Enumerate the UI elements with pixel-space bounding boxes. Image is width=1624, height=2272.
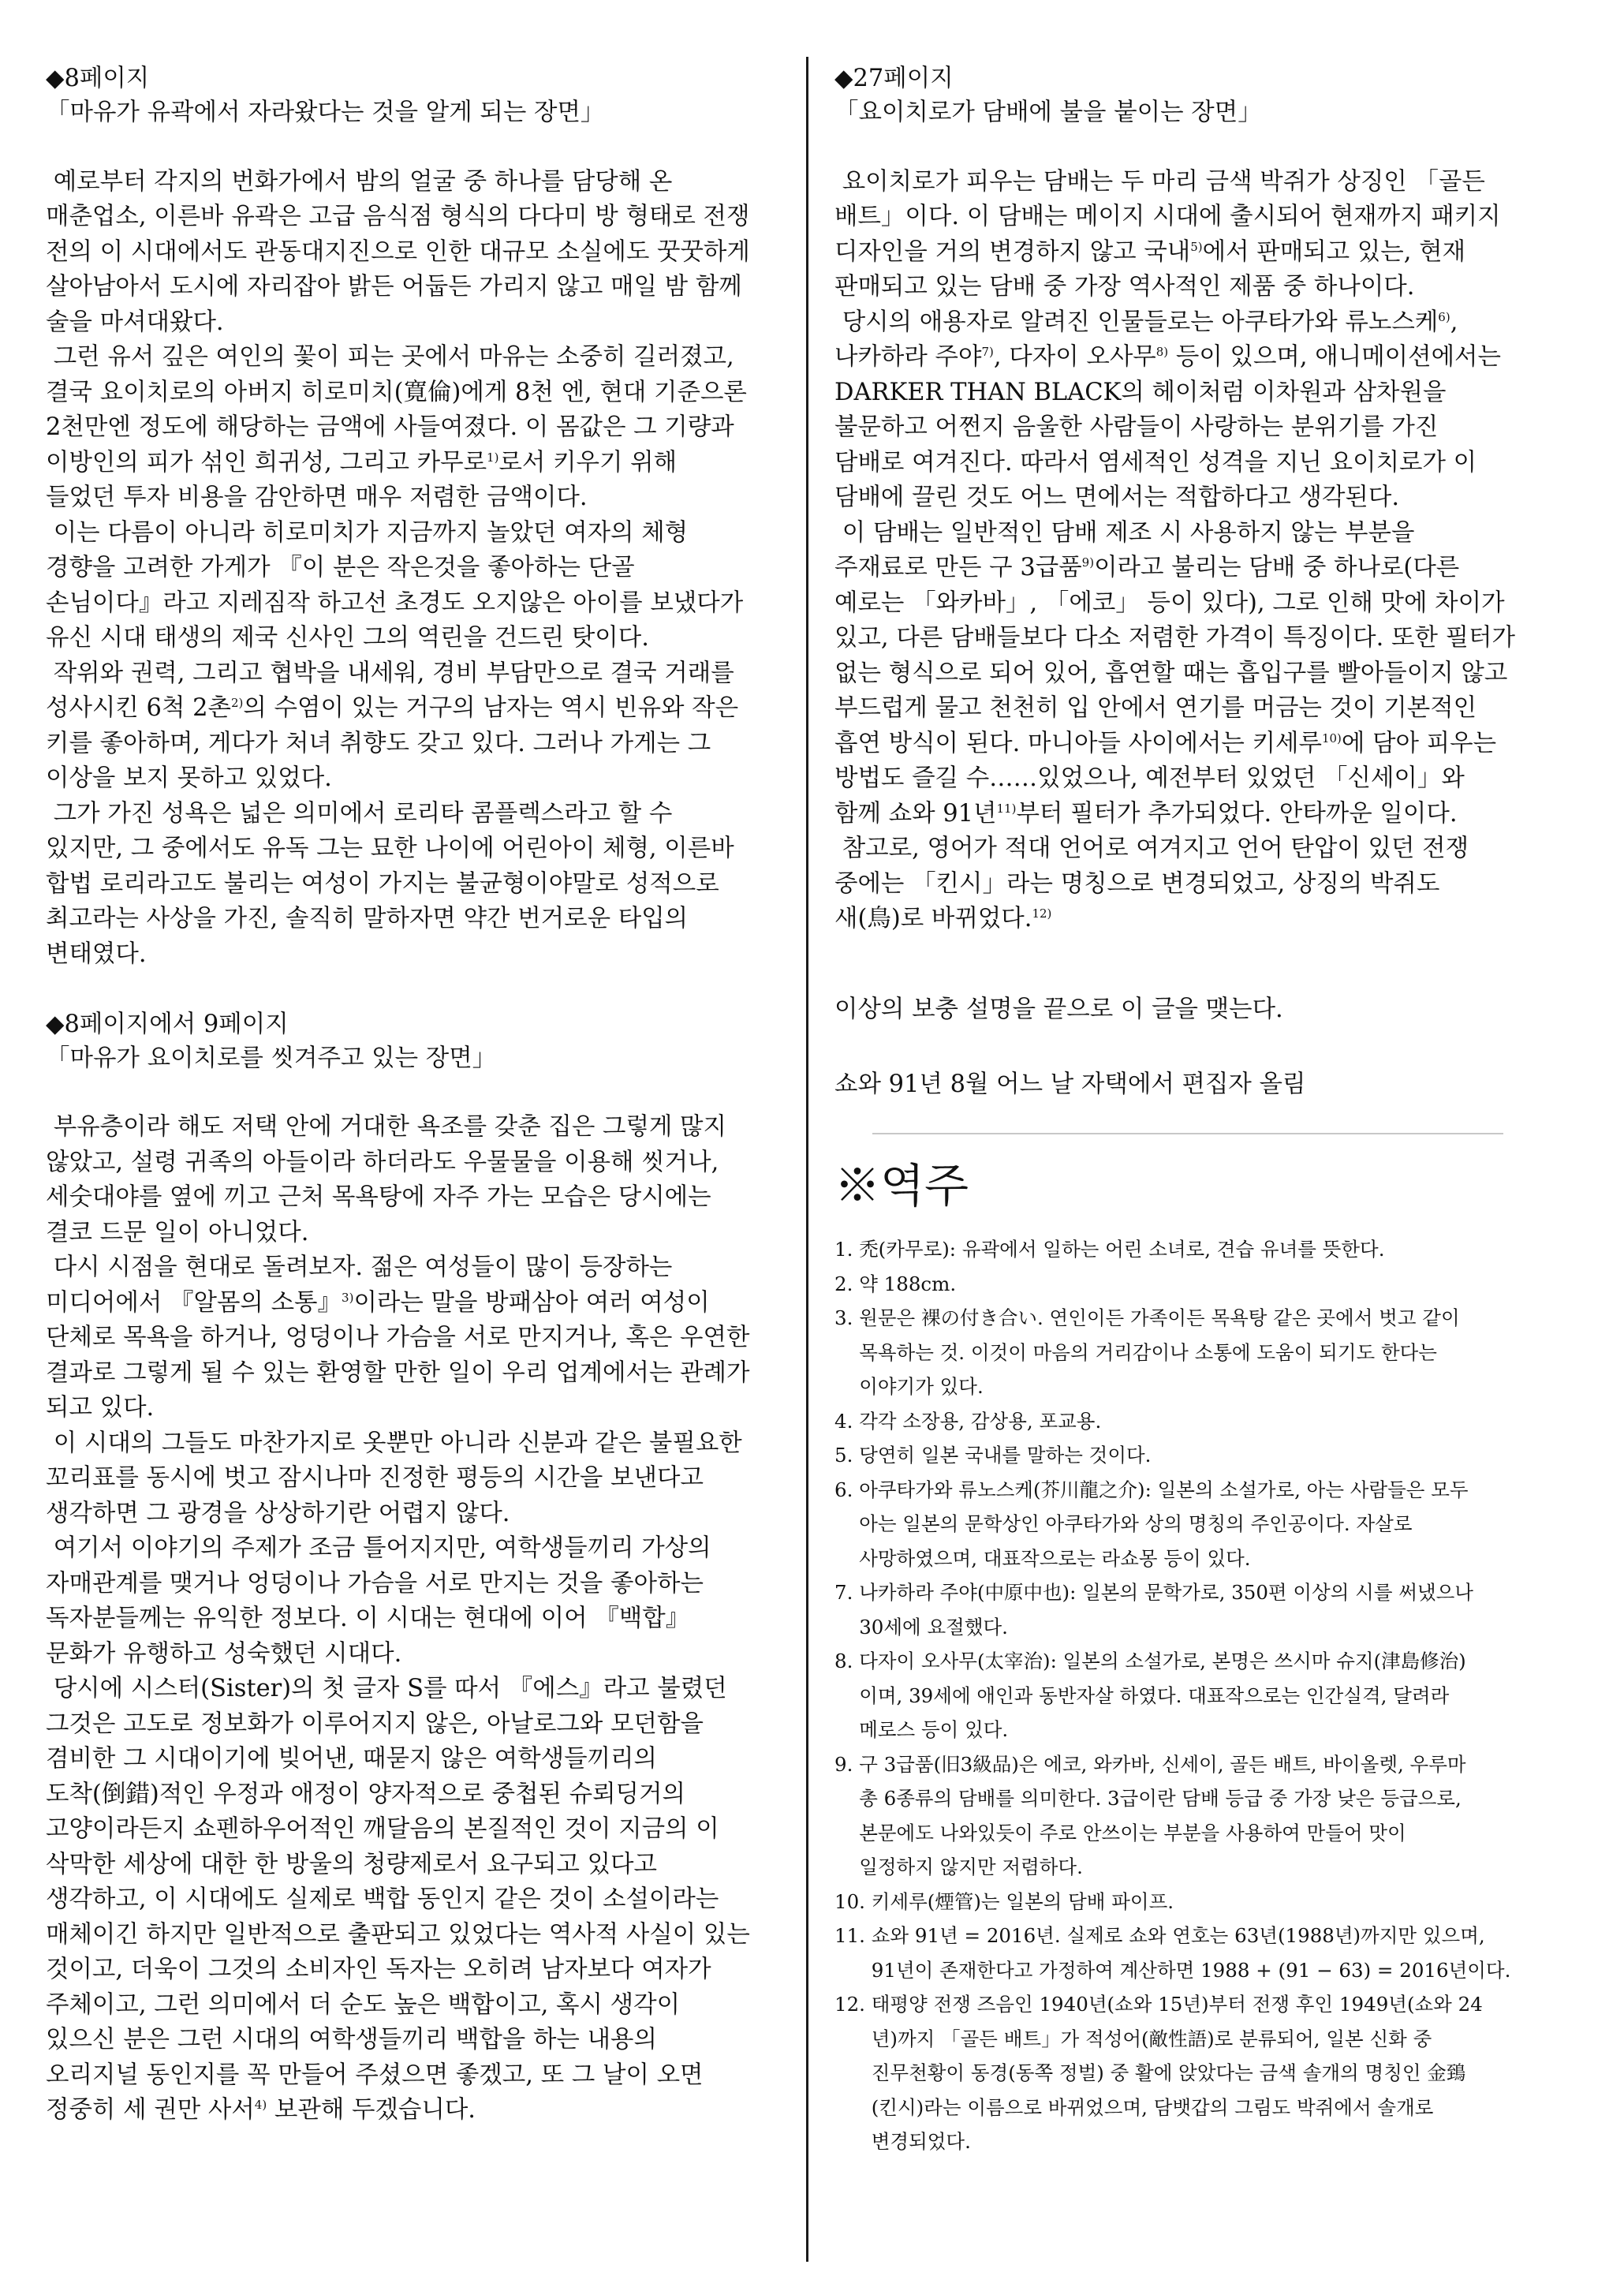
section-caption: 「마유가 유곽에서 자라왔다는 것을 알게 되는 장면」 <box>46 99 605 126</box>
text-line: 2천만엔 정도에 해당하는 금액에 사들여졌다. 이 몸값은 그 기량과 <box>46 413 734 441</box>
footnote-number: 5. <box>834 1444 853 1467</box>
footnote-number: 2. <box>834 1272 853 1295</box>
text-line: 되고 있다. <box>46 1394 155 1422</box>
text-line: 새(鳥)로 바뀌었다.$^{12)}$ <box>834 905 1052 932</box>
footnote-ref[interactable]: 9) <box>1081 555 1095 570</box>
text-line: 부드럽게 물고 천천히 입 안에서 연기를 머금는 것이 기본적인 <box>834 694 1477 722</box>
footnote-text-line: 아는 일본의 문학상인 아쿠타가와 상의 명칭의 주인공이다. 자살로 <box>859 1512 1413 1535</box>
text-line: 생각하고, 이 시대에도 실제로 백합 동인지 같은 것이 소설이라는 <box>46 1885 719 1913</box>
footnote-number: 11. <box>834 1924 865 1947</box>
footnote-item <box>834 1885 1588 1919</box>
paragraph <box>46 516 793 656</box>
footnote-item <box>834 1232 1588 1267</box>
paragraph <box>46 1110 793 1250</box>
text-line: 부유층이라 해도 저택 안에 거대한 욕조를 갖춘 집은 그렇게 많지 <box>46 1113 726 1141</box>
text-line: 없는 형식으로 되어 있어, 흡연할 때는 흡입구를 빨아들이지 않고 <box>834 659 1508 687</box>
footnote-text-line: 메로스 등이 있다. <box>859 1718 1009 1741</box>
text-line: 합법 로리라고도 불리는 여성이 가지는 불균형이야말로 성적으로 <box>46 869 719 898</box>
text-line: 주재료로 만든 구 3급품$^{9)}$이라고 불리는 담배 중 하나로(다른 <box>834 554 1460 581</box>
text-line: 그런 유서 깊은 여인의 꽃이 피는 곳에서 마유는 소중히 길러졌고, <box>46 343 734 371</box>
section-marker: ◆27페이지 <box>834 65 954 92</box>
footnote-text-line: 이야기가 있다. <box>859 1375 984 1398</box>
paragraph <box>834 831 1588 937</box>
footnote-item <box>834 1575 1588 1644</box>
footnote-text-line: 키세루(煙管)는 일본의 담배 파이프. <box>871 1889 1174 1913</box>
text-line: 전의 이 시대에서도 관동대지진으로 인한 대규모 소실에도 꿋꿋하게 <box>46 237 750 266</box>
section-caption: 「요이치로가 담배에 불을 붙이는 장면」 <box>834 99 1262 126</box>
footnote-number: 1. <box>834 1238 853 1261</box>
text-line: 당시에 시스터(Sister)의 첫 글자 S를 따서 『에스』라고 불렸던 <box>46 1675 727 1702</box>
signature-line: 쇼와 91년 8월 어느 날 자택에서 편집자 올림 <box>834 1071 1306 1098</box>
footnote-text-line: 총 6종류의 담배를 의미한다. 3급이란 담배 등급 중 가장 낮은 등급으로, <box>859 1787 1462 1810</box>
text-line: 나카하라 주야$^{7)}$, 다자이 오사무$^{8)}$ 등이 있으며, 애니메이션에서는 <box>834 343 1501 371</box>
footnote-item <box>834 1301 1588 1404</box>
paragraph <box>46 1531 793 1672</box>
footnote-item <box>834 1473 1588 1576</box>
text-line: 그가 가진 성욕은 넓은 의미에서 로리타 콤플렉스라고 할 수 <box>46 799 673 828</box>
footnote-ref[interactable]: 4) <box>254 2097 267 2112</box>
paragraph <box>46 340 793 516</box>
footnote-list <box>834 1232 1588 2159</box>
paragraph <box>46 165 793 341</box>
footnote-item <box>834 1267 1588 1302</box>
footnote-item <box>834 1644 1588 1747</box>
text-line: 손님이다』라고 지레짐작 하고선 초경도 오지않은 아이를 보냈다가 <box>46 589 744 617</box>
footnote-number: 3. <box>834 1306 853 1329</box>
text-line: 결국 요이치로의 아버지 히로미치(寛倫)에게 8천 엔, 현대 기준으론 <box>46 378 747 406</box>
footnote-text-line: (킨시)라는 이름으로 바뀌었으며, 담뱃갑의 그림도 박쥐에서 솔개로 <box>871 2095 1434 2119</box>
text-line: 생각하면 그 광경을 상상하기란 어렵지 않다. <box>46 1499 510 1527</box>
footnote-text-line: 禿(카무로): 유곽에서 일하는 어린 소녀로, 견습 유녀를 뜻한다. <box>859 1238 1385 1261</box>
footnote-ref[interactable]: 6) <box>1438 309 1450 324</box>
text-line: 있지만, 그 중에서도 유독 그는 묘한 나이에 어린아이 체형, 이른바 <box>46 835 734 862</box>
notes-title: ※역주 <box>834 1159 969 1213</box>
text-line: 담배로 여겨진다. 따라서 염세적인 성격을 지닌 요이치로가 이 <box>834 448 1477 476</box>
text-line: 오리지널 동인지를 꼭 만들어 주셨으면 좋겠고, 또 그 날이 오면 <box>46 2061 704 2089</box>
text-line: 삭막한 세상에 대한 한 방울의 청량제로서 요구되고 있다고 <box>46 1850 657 1878</box>
footnote-ref[interactable]: 7) <box>981 344 994 359</box>
column-divider <box>806 57 808 2262</box>
text-line: 방법도 즐길 수……있었으나, 예전부터 있었던 「신세이」와 <box>834 764 1465 792</box>
paragraph <box>46 1250 793 1426</box>
text-line: 최고라는 사상을 가진, 솔직히 말하자면 약간 번거로운 타입의 <box>46 905 689 932</box>
footnote-ref[interactable]: 12) <box>1032 906 1052 921</box>
footnote-text-line: 변경되었다. <box>871 2130 971 2153</box>
footnote-number: 12. <box>834 1993 865 2016</box>
section-marker: ◆8페이지에서 9페이지 <box>46 1010 289 1038</box>
text-line: 세숫대야를 옆에 끼고 근처 목욕탕에 자주 가는 모습은 당시에는 <box>46 1183 711 1211</box>
text-line: 예로부터 각지의 번화가에서 밤의 얼굴 중 하나를 담당해 온 <box>46 167 673 196</box>
text-line: 꼬리표를 동시에 벗고 잠시나마 진정한 평등의 시간을 보낸다고 <box>46 1464 704 1492</box>
text-line: 단체로 목욕을 하거나, 엉덩이나 가슴을 서로 만지거나, 혹은 우연한 <box>46 1324 750 1351</box>
text-line: 이는 다름이 아니라 히로미치가 지금까지 놀았던 여자의 체형 <box>46 518 689 547</box>
footnote-number: 6. <box>834 1478 853 1501</box>
left-column <box>46 62 793 2128</box>
text-line: 정중히 세 권만 사서$^{4)}$ 보관해 두겠습니다. <box>46 2096 476 2124</box>
text-line: 당시의 애용자로 알려진 인물들로는 아쿠타가와 류노스케$^{6)}$, <box>834 308 1458 336</box>
footnote-item <box>834 1438 1588 1473</box>
footnote-text-line: 년)까지 「골든 배트」가 적성어(敵性語)로 분류되어, 일본 신화 중 <box>871 2027 1432 2050</box>
footnote-item <box>834 1919 1588 1987</box>
footnote-text-line: 구 3급품(旧3級品)은 에코, 와카바, 신세이, 골든 배트, 바이올렛, 우루마 <box>859 1752 1466 1776</box>
text-line: 미디어에서 『알몸의 소통』$^{3)}$이라는 말을 방패삼아 여러 여성이 <box>46 1288 710 1317</box>
footnote-text-line: 91년이 존재한다고 가정하여 계산하면 1988 + (91 − 63) = 2016년이다. <box>871 1958 1511 1982</box>
footnote-number: 10. <box>834 1889 865 1913</box>
paragraph <box>46 797 793 973</box>
footnote-text-line: 당연히 일본 국내를 말하는 것이다. <box>859 1444 1152 1467</box>
text-line: 주체이고, 그런 의미에서 더 순도 높은 백합이고, 혹시 생각이 <box>46 1990 681 2019</box>
footnote-item <box>834 1747 1588 1885</box>
text-line: DARKER THAN BLACK의 헤이처럼 이차원과 삼차원을 <box>834 378 1447 406</box>
footnote-ref[interactable]: 1) <box>487 450 499 465</box>
footnote-text-line: 진무천황이 동경(동쪽 정벌) 중 활에 앉았다는 금색 솔개의 명칭인 金鵄 <box>871 2061 1466 2084</box>
text-line: 작위와 권력, 그리고 협박을 내세워, 경비 부담만으로 결국 거래를 <box>46 659 734 687</box>
paragraph <box>46 656 793 797</box>
footnote-ref[interactable]: 10) <box>1321 731 1342 746</box>
closing-line: 이상의 보충 설명을 끝으로 이 글을 맺는다. <box>834 996 1283 1023</box>
text-line: 도착(倒錯)적인 우정과 애정이 양자적으로 중첩된 슈뢰딩거의 <box>46 1780 685 1808</box>
text-line: 판매되고 있는 담배 중 가장 역사적인 제품 중 하나이다. <box>834 273 1415 301</box>
text-line: 경향을 고려한 가게가 『이 분은 작은것을 좋아하는 단골 <box>46 554 635 581</box>
text-line: 키를 좋아하며, 게다가 처녀 취향도 갖고 있다. 그러나 가게는 그 <box>46 729 711 757</box>
footnote-text-line: 원문은 裸の付き合い. 연인이든 가족이든 목욕탕 같은 곳에서 벗고 같이 <box>859 1306 1460 1329</box>
footnote-text-line: 30세에 요절했다. <box>859 1615 1008 1639</box>
footnote-ref[interactable]: 2) <box>230 695 244 710</box>
footnote-text-line: 나카하라 주야(中原中也): 일본의 문학가로, 350편 이상의 시를 써냈으나 <box>859 1581 1473 1604</box>
text-line: 겸비한 그 시대이기에 빚어낸, 때묻지 않은 여학생들끼리의 <box>46 1745 657 1773</box>
paragraph <box>46 1672 793 2128</box>
footnote-item <box>834 1404 1588 1439</box>
footnote-text-line: 각각 소장용, 감상용, 포교용. <box>859 1409 1102 1433</box>
footnote-number: 7. <box>834 1581 853 1604</box>
text-line: 매체이긴 하지만 일반적으로 출판되고 있었다는 역사적 사실이 있는 <box>46 1920 750 1949</box>
paragraph <box>834 516 1588 832</box>
text-line: 함께 쇼와 91년$^{11)}$부터 필터가 추가되었다. 안타까운 일이다. <box>834 799 1458 828</box>
text-line: 디자인을 거의 변경하지 않고 국내$^{5)}$에서 판매되고 있는, 현재 <box>834 237 1466 266</box>
footnote-text-line: 목욕하는 것. 이것이 마음의 거리감이나 소통에 도움이 되기도 한다는 <box>859 1340 1437 1364</box>
footnote-ref[interactable]: 3) <box>342 1290 354 1305</box>
text-line: 이방인의 피가 섞인 희귀성, 그리고 카무로$^{1)}$로서 키우기 위해 <box>46 448 678 476</box>
text-line: 여기서 이야기의 주제가 조금 틀어지지만, 여학생들끼리 가상의 <box>46 1534 711 1562</box>
text-line: 이상을 보지 못하고 있었다. <box>46 764 332 792</box>
text-line: 매춘업소, 이른바 유곽은 고급 음식점 형식의 다다미 방 형태로 전쟁 <box>46 203 750 230</box>
paragraph <box>834 165 1588 305</box>
text-line: 중에는 「킨시」라는 명칭으로 변경되었고, 상징의 박쥐도 <box>834 869 1440 898</box>
paragraph <box>834 305 1588 516</box>
text-line: 변태였다. <box>46 940 147 968</box>
text-line: 있고, 다른 담배들보다 다소 저렴한 가격이 특징이다. 또한 필터가 <box>834 624 1515 652</box>
footnote-ref[interactable]: 11) <box>996 801 1017 816</box>
text-line: 것이고, 더욱이 그것의 소비자인 독자는 오히려 남자보다 여자가 <box>46 1956 711 1983</box>
paragraph <box>46 1426 793 1532</box>
text-line: 참고로, 영어가 적대 언어로 여겨지고 언어 탄압이 있던 전쟁 <box>834 835 1469 862</box>
footnote-number: 9. <box>834 1752 853 1776</box>
footnote-text-line: 이며, 39세에 애인과 동반자살 하였다. 대표작으로는 인간실격, 달려라 <box>859 1683 1450 1707</box>
footnote-ref[interactable]: 8) <box>1155 344 1169 359</box>
right-column <box>834 62 1588 2159</box>
text-line: 배트」이다. 이 담배는 메이지 시대에 출시되어 현재까지 패키지 <box>834 203 1501 230</box>
text-line: 독자분들께는 유익한 정보다. 이 시대는 현대에 이어 『백합』 <box>46 1605 690 1632</box>
footnote-ref[interactable]: 5) <box>1190 239 1203 254</box>
footnote-text-line: 사망하였으며, 대표작으로는 라쇼몽 등이 있다. <box>859 1546 1251 1570</box>
footnote-text-line: 아쿠타가와 류노스케(芥川龍之介): 일본의 소설가로, 아는 사람들은 모두 <box>859 1478 1469 1501</box>
text-line: 살아남아서 도시에 자리잡아 밝든 어둡든 가리지 않고 매일 밤 함께 <box>46 273 742 301</box>
footnote-text-line: 쇼와 91년 = 2016년. 실제로 쇼와 연호는 63년(1988년)까지만 있으며, <box>871 1924 1485 1947</box>
notes-divider <box>872 1133 1503 1134</box>
text-line: 흡연 방식이 된다. 마니아들 사이에서는 키세루$^{10)}$에 담아 피우는 <box>834 729 1497 757</box>
section-caption: 「마유가 요이치로를 씻겨주고 있는 장면」 <box>46 1044 497 1072</box>
text-line: 다시 시점을 현대로 돌려보자. 젊은 여성들이 많이 등장하는 <box>46 1254 673 1281</box>
footnote-text-line: 다자이 오사무(太宰治): 일본의 소설가로, 본명은 쓰시마 슈지(津島修治) <box>859 1650 1466 1672</box>
text-line: 그것은 고도로 정보화가 이루어지지 않은, 아날로그와 모던함을 <box>46 1710 704 1738</box>
text-line: 이 담배는 일반적인 담배 제조 시 사용하지 않는 부분을 <box>834 518 1415 547</box>
text-line: 문화가 유행하고 성숙했던 시대다. <box>46 1639 402 1668</box>
section-marker: ◆8페이지 <box>46 65 150 92</box>
text-line: 술을 마셔대왔다. <box>46 308 224 336</box>
text-line: 들었던 투자 비용을 감안하면 매우 저렴한 금액이다. <box>46 484 588 511</box>
text-line: 있으신 분은 그런 시대의 여학생들끼리 백합을 하는 내용의 <box>46 2026 657 2053</box>
text-line: 불문하고 어쩐지 음울한 사람들이 사랑하는 분위기를 가진 <box>834 413 1439 441</box>
text-line: 담배에 끌린 것도 어느 면에서는 적합하다고 생각된다. <box>834 484 1400 511</box>
text-line: 요이치로가 피우는 담배는 두 마리 금색 박쥐가 상징인 「골든 <box>834 167 1485 196</box>
footnote-number: 8. <box>834 1650 853 1672</box>
text-line: 고양이라든지 쇼펜하우어적인 깨달음의 본질적인 것이 지금의 이 <box>46 1815 719 1843</box>
text-line: 유신 시대 태생의 제국 신사인 그의 역린을 건드린 탓이다. <box>46 624 649 652</box>
footnote-text-line: 약 188cm. <box>859 1272 957 1295</box>
text-line: 예로는 「와카바」, 「에코」 등이 있다), 그로 인해 맛에 차이가 <box>834 589 1505 617</box>
text-line: 결과로 그렇게 될 수 있는 환영할 만한 일이 우리 업계에서는 관례가 <box>46 1358 750 1387</box>
text-line: 결코 드문 일이 아니었다. <box>46 1218 309 1246</box>
footnote-item <box>834 1987 1588 2159</box>
text-line: 이 시대의 그들도 마찬가지로 옷뿐만 아니라 신분과 같은 불필요한 <box>46 1429 742 1457</box>
text-line: 않았고, 설령 귀족의 아들이라 하더라도 우물물을 이용해 씻거나, <box>46 1148 719 1176</box>
text-line: 성사시킨 6척 2촌$^{2)}$의 수염이 있는 거구의 남자는 역시 빈유와 작은 <box>46 694 739 722</box>
footnote-number: 4. <box>834 1409 853 1433</box>
text-line: 자매관계를 맺거나 엉덩이나 가슴을 서로 만지는 것을 좋아하는 <box>46 1569 704 1598</box>
footnote-text-line: 태평양 전쟁 즈음인 1940년(쇼와 15년)부터 전쟁 후인 1949년(쇼와 24 <box>871 1993 1483 2016</box>
footnote-text-line: 본문에도 나와있듯이 주로 안쓰이는 부분을 사용하여 만들어 맛이 <box>859 1821 1406 1844</box>
footnote-text-line: 일정하지 않지만 저렴하다. <box>859 1855 1083 1878</box>
